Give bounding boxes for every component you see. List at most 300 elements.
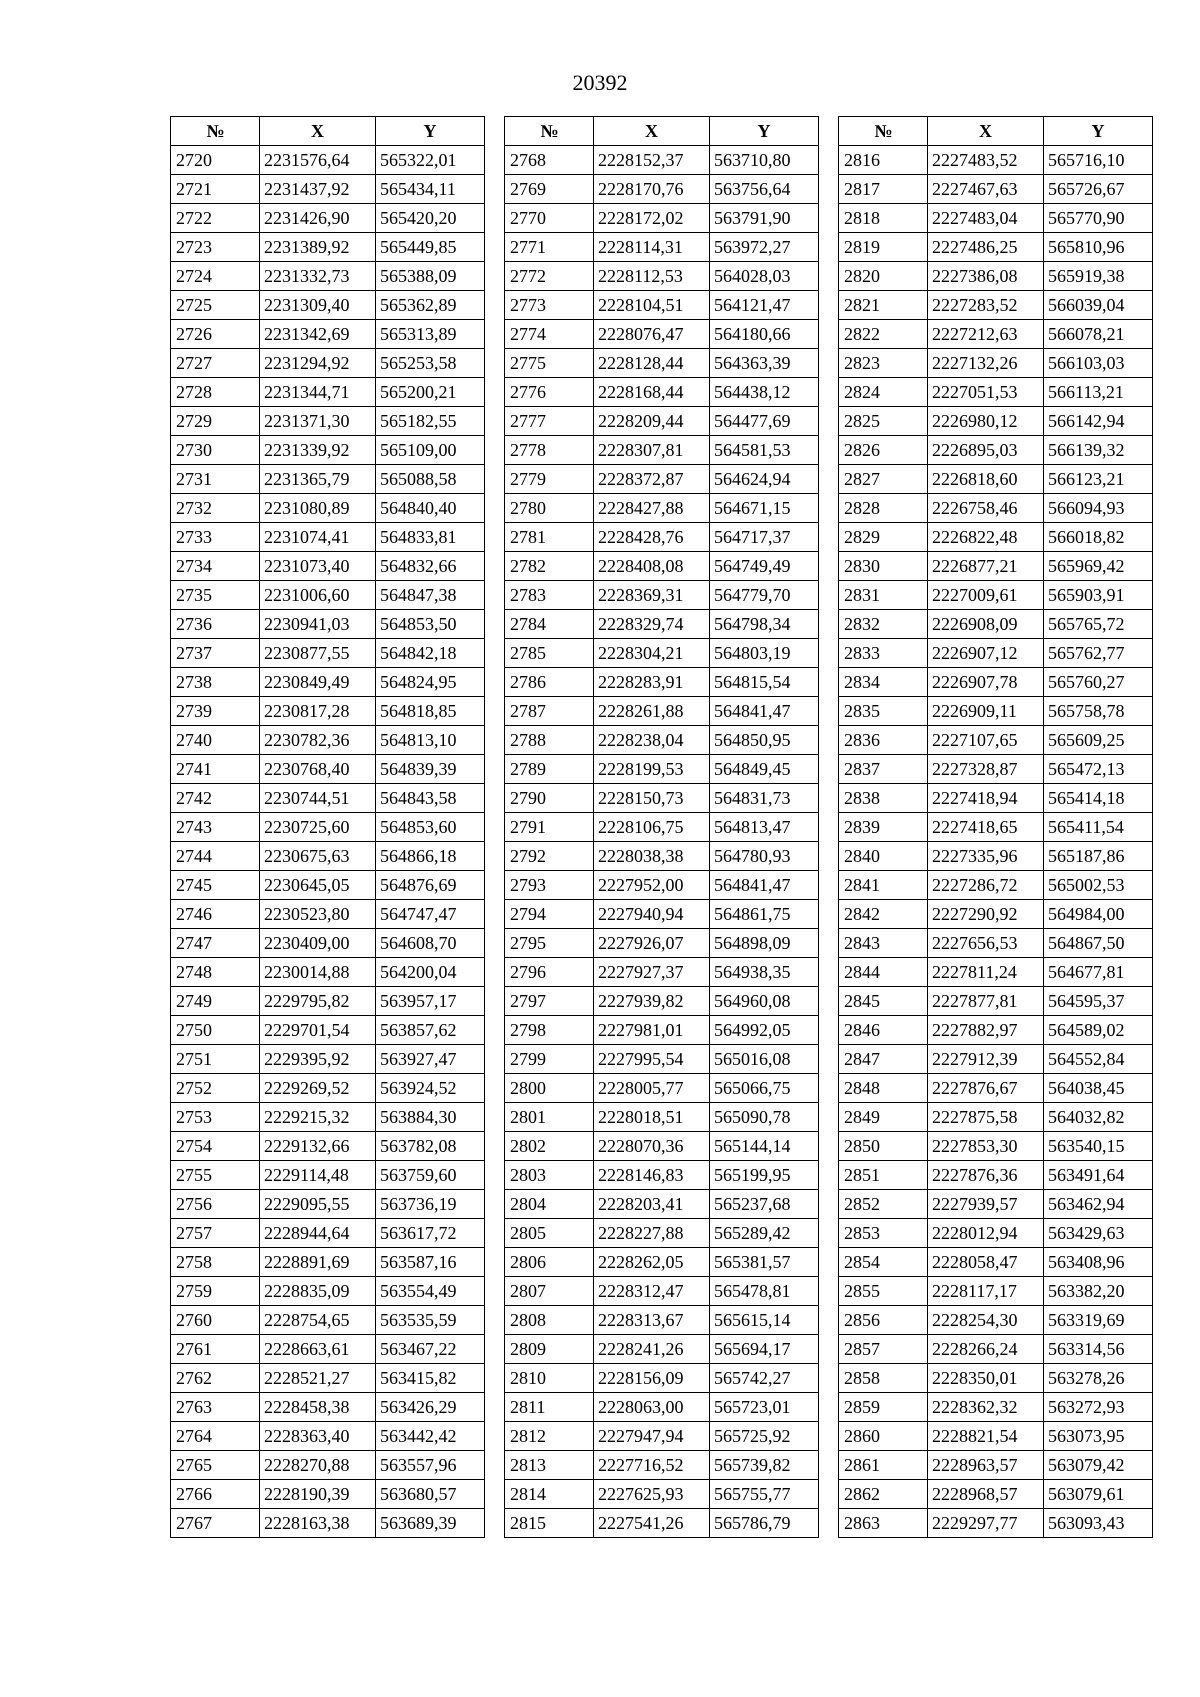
coord-x-cell: 2226980,12 [928, 407, 1044, 436]
table-row [839, 320, 1153, 349]
table-row [839, 726, 1153, 755]
coord-x-cell: 2228312,47 [594, 1277, 710, 1306]
coord-y-cell: 565919,38 [1044, 262, 1153, 291]
table-row [505, 1045, 819, 1074]
point-number-cell: 2728 [171, 378, 260, 407]
point-number-cell: 2779 [505, 465, 594, 494]
table-row [505, 291, 819, 320]
table-row [171, 465, 485, 494]
coord-y-cell: 564798,34 [710, 610, 819, 639]
point-number-cell: 2800 [505, 1074, 594, 1103]
coord-x-cell: 2229795,82 [260, 987, 376, 1016]
point-number-cell: 2754 [171, 1132, 260, 1161]
point-number-cell: 2726 [171, 320, 260, 349]
table-row [839, 668, 1153, 697]
coord-y-cell: 565786,79 [710, 1509, 819, 1538]
coord-y-cell: 563689,39 [376, 1509, 485, 1538]
point-number-cell: 2863 [839, 1509, 928, 1538]
coord-y-cell: 564815,54 [710, 668, 819, 697]
coord-x-cell: 2228170,76 [594, 175, 710, 204]
coord-x-cell: 2228944,64 [260, 1219, 376, 1248]
point-number-cell: 2804 [505, 1190, 594, 1219]
coord-x-cell: 2228304,21 [594, 639, 710, 668]
point-number-cell: 2832 [839, 610, 928, 639]
coord-x-cell: 2227107,65 [928, 726, 1044, 755]
table-row [839, 1306, 1153, 1335]
table-row [839, 639, 1153, 668]
table-row [505, 175, 819, 204]
table-row [839, 204, 1153, 233]
point-number-cell: 2722 [171, 204, 260, 233]
coord-y-cell: 564992,05 [710, 1016, 819, 1045]
coord-x-cell: 2231332,73 [260, 262, 376, 291]
coord-x-cell: 2229114,48 [260, 1161, 376, 1190]
point-number-cell: 2783 [505, 581, 594, 610]
table-row [505, 1074, 819, 1103]
table-row [171, 726, 485, 755]
table-row [171, 639, 485, 668]
coord-x-cell: 2227009,61 [928, 581, 1044, 610]
table-row [839, 1045, 1153, 1074]
coord-y-cell: 564717,37 [710, 523, 819, 552]
coord-x-cell: 2227912,39 [928, 1045, 1044, 1074]
point-number-cell: 2858 [839, 1364, 928, 1393]
coord-y-cell: 564032,82 [1044, 1103, 1153, 1132]
coord-y-cell: 565770,90 [1044, 204, 1153, 233]
table-row [839, 755, 1153, 784]
coord-x-cell: 2228241,26 [594, 1335, 710, 1364]
table-row [505, 639, 819, 668]
point-number-cell: 2751 [171, 1045, 260, 1074]
coordinates-table-3 [838, 116, 1153, 1538]
coordinates-table-2 [504, 116, 819, 1538]
table-row [171, 1306, 485, 1335]
coord-x-cell: 2228156,09 [594, 1364, 710, 1393]
point-number-cell: 2736 [171, 610, 260, 639]
coord-y-cell: 563540,15 [1044, 1132, 1153, 1161]
table-row [505, 320, 819, 349]
point-number-cell: 2750 [171, 1016, 260, 1045]
point-number-cell: 2773 [505, 291, 594, 320]
coord-x-cell: 2228238,04 [594, 726, 710, 755]
point-number-cell: 2771 [505, 233, 594, 262]
coord-y-cell: 564677,81 [1044, 958, 1153, 987]
coord-y-cell: 564842,18 [376, 639, 485, 668]
coord-x-cell: 2230725,60 [260, 813, 376, 842]
coord-y-cell: 563736,19 [376, 1190, 485, 1219]
point-number-cell: 2738 [171, 668, 260, 697]
coord-x-cell: 2227483,04 [928, 204, 1044, 233]
coord-x-cell: 2227952,00 [594, 871, 710, 900]
coord-y-cell: 564779,70 [710, 581, 819, 610]
table-row [171, 929, 485, 958]
point-number-cell: 2819 [839, 233, 928, 262]
coord-x-cell: 2229701,54 [260, 1016, 376, 1045]
point-number-cell: 2746 [171, 900, 260, 929]
coord-x-cell: 2228363,40 [260, 1422, 376, 1451]
coord-y-cell: 565002,53 [1044, 871, 1153, 900]
table-row [839, 610, 1153, 639]
table-row [505, 958, 819, 987]
coord-y-cell: 565090,78 [710, 1103, 819, 1132]
coord-y-cell: 566142,94 [1044, 407, 1153, 436]
table-row [839, 871, 1153, 900]
table-row [171, 523, 485, 552]
table-row [839, 1364, 1153, 1393]
table-row [839, 291, 1153, 320]
coord-x-cell: 2229269,52 [260, 1074, 376, 1103]
point-number-cell: 2851 [839, 1161, 928, 1190]
point-number-cell: 2737 [171, 639, 260, 668]
header-y: Y [710, 117, 819, 146]
coord-y-cell: 565742,27 [710, 1364, 819, 1393]
table-row [505, 784, 819, 813]
header-y: Y [376, 117, 485, 146]
table-row [839, 813, 1153, 842]
table-row [171, 958, 485, 987]
coord-x-cell: 2228076,47 [594, 320, 710, 349]
coord-x-cell: 2228172,02 [594, 204, 710, 233]
coord-y-cell: 564038,45 [1044, 1074, 1153, 1103]
coord-y-cell: 564850,95 [710, 726, 819, 755]
point-number-cell: 2827 [839, 465, 928, 494]
coord-x-cell: 2226877,21 [928, 552, 1044, 581]
coord-y-cell: 564840,40 [376, 494, 485, 523]
table-row [171, 1335, 485, 1364]
coord-y-cell: 563382,20 [1044, 1277, 1153, 1306]
point-number-cell: 2770 [505, 204, 594, 233]
coord-x-cell: 2229297,77 [928, 1509, 1044, 1538]
coord-y-cell: 565066,75 [710, 1074, 819, 1103]
coord-y-cell: 565760,27 [1044, 668, 1153, 697]
table-row [171, 1509, 485, 1538]
point-number-cell: 2785 [505, 639, 594, 668]
point-number-cell: 2742 [171, 784, 260, 813]
coord-x-cell: 2230768,40 [260, 755, 376, 784]
table-header-row [171, 117, 485, 146]
coord-y-cell: 564581,53 [710, 436, 819, 465]
table-row [839, 494, 1153, 523]
table-row [505, 813, 819, 842]
table-row [171, 900, 485, 929]
point-number-cell: 2767 [171, 1509, 260, 1538]
coord-x-cell: 2228203,41 [594, 1190, 710, 1219]
table-row [505, 1161, 819, 1190]
coord-y-cell: 565187,86 [1044, 842, 1153, 871]
coord-x-cell: 2228227,88 [594, 1219, 710, 1248]
coord-x-cell: 2228891,69 [260, 1248, 376, 1277]
table-row [505, 262, 819, 291]
point-number-cell: 2795 [505, 929, 594, 958]
coord-y-cell: 564780,93 [710, 842, 819, 871]
table-row [505, 1016, 819, 1045]
coord-y-cell: 563278,26 [1044, 1364, 1153, 1393]
table-row [839, 697, 1153, 726]
coord-y-cell: 563535,59 [376, 1306, 485, 1335]
table-row [505, 349, 819, 378]
table-row [171, 1364, 485, 1393]
coord-x-cell: 2229395,92 [260, 1045, 376, 1074]
coord-y-cell: 564747,47 [376, 900, 485, 929]
coord-y-cell: 563462,94 [1044, 1190, 1153, 1219]
point-number-cell: 2855 [839, 1277, 928, 1306]
coord-y-cell: 564853,60 [376, 813, 485, 842]
table-row [839, 1451, 1153, 1480]
coord-x-cell: 2228266,24 [928, 1335, 1044, 1364]
table-row [839, 262, 1153, 291]
coord-y-cell: 565362,89 [376, 291, 485, 320]
coord-y-cell: 565758,78 [1044, 697, 1153, 726]
coord-x-cell: 2228458,38 [260, 1393, 376, 1422]
coord-x-cell: 2228063,00 [594, 1393, 710, 1422]
header-number: № [839, 117, 928, 146]
coord-y-cell: 566078,21 [1044, 320, 1153, 349]
coord-y-cell: 564749,49 [710, 552, 819, 581]
point-number-cell: 2720 [171, 146, 260, 175]
table-row [839, 900, 1153, 929]
coord-y-cell: 565755,77 [710, 1480, 819, 1509]
coord-y-cell: 565322,01 [376, 146, 485, 175]
table-row [505, 581, 819, 610]
coord-x-cell: 2231344,71 [260, 378, 376, 407]
table-row [839, 175, 1153, 204]
point-number-cell: 2788 [505, 726, 594, 755]
point-number-cell: 2815 [505, 1509, 594, 1538]
coord-y-cell: 563272,93 [1044, 1393, 1153, 1422]
coord-y-cell: 563957,17 [376, 987, 485, 1016]
coord-y-cell: 564853,50 [376, 610, 485, 639]
table-row [171, 1277, 485, 1306]
coord-x-cell: 2227467,63 [928, 175, 1044, 204]
point-number-cell: 2824 [839, 378, 928, 407]
table-row [839, 1277, 1153, 1306]
point-number-cell: 2805 [505, 1219, 594, 1248]
coord-y-cell: 564438,12 [710, 378, 819, 407]
coord-y-cell: 565381,57 [710, 1248, 819, 1277]
table-row [839, 552, 1153, 581]
coord-x-cell: 2227625,93 [594, 1480, 710, 1509]
table-row [171, 1045, 485, 1074]
coord-y-cell: 564867,50 [1044, 929, 1153, 958]
point-number-cell: 2755 [171, 1161, 260, 1190]
coord-x-cell: 2228190,39 [260, 1480, 376, 1509]
coordinates-table [170, 116, 485, 1538]
coord-x-cell: 2229132,66 [260, 1132, 376, 1161]
coord-y-cell: 566123,21 [1044, 465, 1153, 494]
coord-x-cell: 2231426,90 [260, 204, 376, 233]
table-row [171, 755, 485, 784]
coord-y-cell: 564898,09 [710, 929, 819, 958]
table-row [505, 1422, 819, 1451]
table-row [171, 175, 485, 204]
coord-y-cell: 564595,37 [1044, 987, 1153, 1016]
point-number-cell: 2839 [839, 813, 928, 842]
table-row [171, 1219, 485, 1248]
header-x: X [260, 117, 376, 146]
coord-x-cell: 2228428,76 [594, 523, 710, 552]
point-number-cell: 2766 [171, 1480, 260, 1509]
coord-x-cell: 2228408,08 [594, 552, 710, 581]
coord-y-cell: 565449,85 [376, 233, 485, 262]
coord-y-cell: 565739,82 [710, 1451, 819, 1480]
coord-y-cell: 564200,04 [376, 958, 485, 987]
table-row [505, 697, 819, 726]
coord-y-cell: 563617,72 [376, 1219, 485, 1248]
table-row [171, 1451, 485, 1480]
coord-x-cell: 2230941,03 [260, 610, 376, 639]
coord-x-cell: 2226909,11 [928, 697, 1044, 726]
coord-y-cell: 565016,08 [710, 1045, 819, 1074]
coord-x-cell: 2231339,92 [260, 436, 376, 465]
coord-x-cell: 2230523,80 [260, 900, 376, 929]
table-row [505, 1364, 819, 1393]
point-number-cell: 2861 [839, 1451, 928, 1480]
table-row [505, 465, 819, 494]
table-row [171, 784, 485, 813]
table-row [505, 900, 819, 929]
table-row [171, 1422, 485, 1451]
coord-x-cell: 2231389,92 [260, 233, 376, 262]
point-number-cell: 2756 [171, 1190, 260, 1219]
coord-x-cell: 2227418,65 [928, 813, 1044, 842]
table-row [505, 233, 819, 262]
coord-y-cell: 564824,95 [376, 668, 485, 697]
coord-y-cell: 565434,11 [376, 175, 485, 204]
coord-x-cell: 2228521,27 [260, 1364, 376, 1393]
point-number-cell: 2730 [171, 436, 260, 465]
coord-y-cell: 566018,82 [1044, 523, 1153, 552]
table-row [505, 378, 819, 407]
table-row [505, 1335, 819, 1364]
table-row [171, 262, 485, 291]
point-number-cell: 2782 [505, 552, 594, 581]
point-number-cell: 2821 [839, 291, 928, 320]
point-number-cell: 2791 [505, 813, 594, 842]
coord-x-cell: 2228146,83 [594, 1161, 710, 1190]
coord-x-cell: 2228350,01 [928, 1364, 1044, 1393]
coord-x-cell: 2230675,63 [260, 842, 376, 871]
coord-x-cell: 2231080,89 [260, 494, 376, 523]
header-number: № [505, 117, 594, 146]
coord-y-cell: 565237,68 [710, 1190, 819, 1219]
coord-x-cell: 2230782,36 [260, 726, 376, 755]
point-number-cell: 2780 [505, 494, 594, 523]
point-number-cell: 2739 [171, 697, 260, 726]
point-number-cell: 2747 [171, 929, 260, 958]
table-row [839, 1480, 1153, 1509]
coord-x-cell: 2226908,09 [928, 610, 1044, 639]
coord-x-cell: 2227335,96 [928, 842, 1044, 871]
point-number-cell: 2850 [839, 1132, 928, 1161]
coord-y-cell: 565388,09 [376, 262, 485, 291]
point-number-cell: 2856 [839, 1306, 928, 1335]
coord-y-cell: 566103,03 [1044, 349, 1153, 378]
coord-x-cell: 2227283,52 [928, 291, 1044, 320]
table-row [171, 581, 485, 610]
point-number-cell: 2799 [505, 1045, 594, 1074]
point-number-cell: 2811 [505, 1393, 594, 1422]
point-number-cell: 2772 [505, 262, 594, 291]
point-number-cell: 2790 [505, 784, 594, 813]
table-row [839, 929, 1153, 958]
table-row [171, 871, 485, 900]
point-number-cell: 2828 [839, 494, 928, 523]
coord-x-cell: 2230849,49 [260, 668, 376, 697]
table-row [171, 842, 485, 871]
table-row [505, 610, 819, 639]
coord-y-cell: 565903,91 [1044, 581, 1153, 610]
coord-y-cell: 563073,95 [1044, 1422, 1153, 1451]
coord-x-cell: 2228152,37 [594, 146, 710, 175]
point-number-cell: 2768 [505, 146, 594, 175]
coord-y-cell: 563759,60 [376, 1161, 485, 1190]
coord-y-cell: 566139,32 [1044, 436, 1153, 465]
coord-x-cell: 2228070,36 [594, 1132, 710, 1161]
table-row [505, 523, 819, 552]
point-number-cell: 2822 [839, 320, 928, 349]
coord-x-cell: 2227853,30 [928, 1132, 1044, 1161]
table-row [839, 349, 1153, 378]
coord-x-cell: 2227882,97 [928, 1016, 1044, 1045]
point-number-cell: 2725 [171, 291, 260, 320]
table-row [505, 1509, 819, 1538]
table-row [505, 1248, 819, 1277]
point-number-cell: 2762 [171, 1364, 260, 1393]
coord-y-cell: 564608,70 [376, 929, 485, 958]
coord-y-cell: 563587,16 [376, 1248, 485, 1277]
coord-x-cell: 2226818,60 [928, 465, 1044, 494]
table-row [505, 1306, 819, 1335]
point-number-cell: 2724 [171, 262, 260, 291]
point-number-cell: 2847 [839, 1045, 928, 1074]
table-row [171, 1016, 485, 1045]
point-number-cell: 2732 [171, 494, 260, 523]
table-row [505, 552, 819, 581]
table-row [505, 204, 819, 233]
point-number-cell: 2763 [171, 1393, 260, 1422]
table-row [839, 1422, 1153, 1451]
coord-y-cell: 565716,10 [1044, 146, 1153, 175]
point-number-cell: 2793 [505, 871, 594, 900]
coord-y-cell: 564847,38 [376, 581, 485, 610]
point-number-cell: 2733 [171, 523, 260, 552]
point-number-cell: 2803 [505, 1161, 594, 1190]
coord-y-cell: 565969,42 [1044, 552, 1153, 581]
table-row [171, 320, 485, 349]
coord-x-cell: 2231576,64 [260, 146, 376, 175]
coord-x-cell: 2231006,60 [260, 581, 376, 610]
table-row [171, 697, 485, 726]
table-row [839, 407, 1153, 436]
coord-y-cell: 565253,58 [376, 349, 485, 378]
point-number-cell: 2752 [171, 1074, 260, 1103]
table-row [839, 1335, 1153, 1364]
coord-y-cell: 564849,45 [710, 755, 819, 784]
coord-y-cell: 564984,00 [1044, 900, 1153, 929]
table-row [505, 726, 819, 755]
point-number-cell: 2840 [839, 842, 928, 871]
point-number-cell: 2842 [839, 900, 928, 929]
table-row [505, 1103, 819, 1132]
table-row [171, 668, 485, 697]
coord-x-cell: 2227995,54 [594, 1045, 710, 1074]
coord-y-cell: 566113,21 [1044, 378, 1153, 407]
coord-x-cell: 2228821,54 [928, 1422, 1044, 1451]
coord-x-cell: 2228209,44 [594, 407, 710, 436]
coord-y-cell: 564589,02 [1044, 1016, 1153, 1045]
coord-y-cell: 563557,96 [376, 1451, 485, 1480]
point-number-cell: 2769 [505, 175, 594, 204]
